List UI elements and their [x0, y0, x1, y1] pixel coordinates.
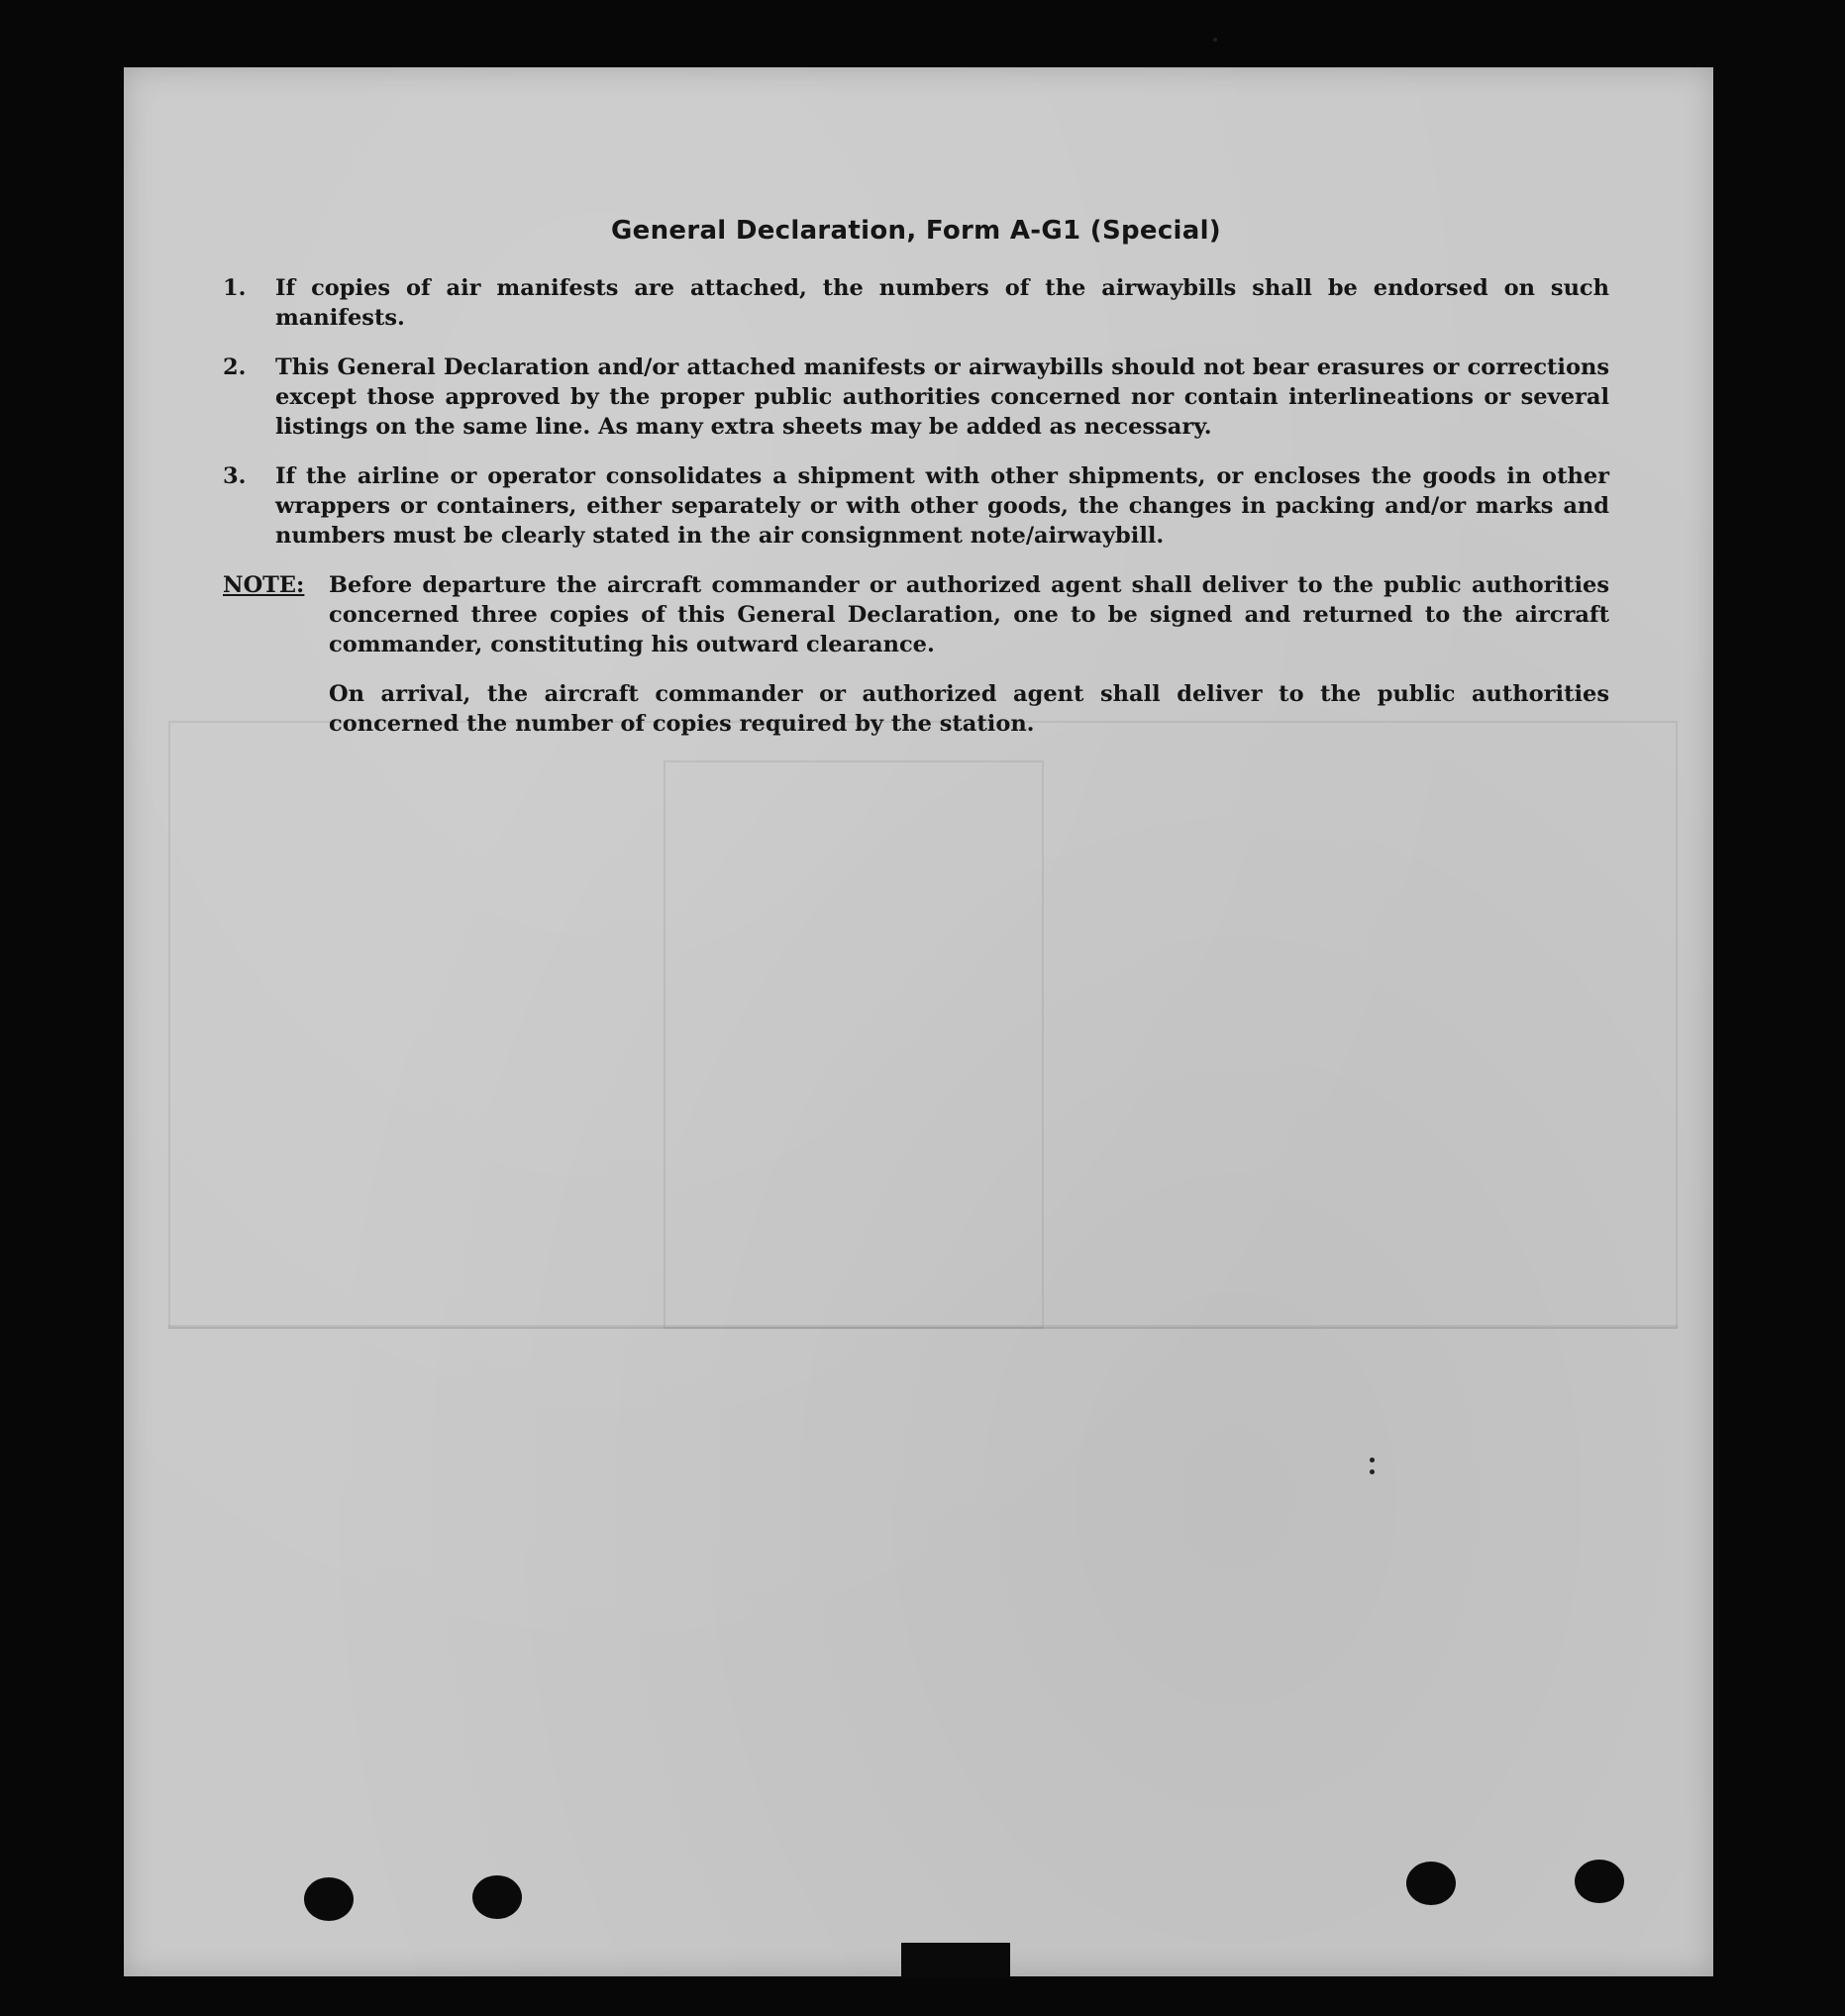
instruction-item-1 — [223, 273, 1609, 333]
declaration-instructions — [223, 216, 1609, 758]
punch-hole — [1575, 1860, 1624, 1903]
punch-hole — [304, 1877, 354, 1921]
item-number: 1. — [223, 275, 247, 301]
item-text: If copies of air manifests are attached, the numbers of the airwaybills shall be endorsed on such manifests. — [275, 275, 1609, 331]
item-number: 2. — [223, 354, 247, 380]
instruction-item-2 — [223, 353, 1609, 442]
note-paragraph-departure: Before departure the aircraft commander or authorized agent shall deliver to the public authorities concerned three copies of this General Declaration, one to be signed and returned to the aircraft commander, constituting his outward clearance. — [329, 572, 1609, 657]
page-title: General Declaration, Form A-G1 (Special) — [611, 216, 1221, 246]
punch-hole — [1406, 1862, 1456, 1905]
instruction-item-3 — [223, 461, 1609, 551]
dust-speck — [1370, 1469, 1375, 1474]
dust-speck — [1370, 1458, 1375, 1462]
item-number: 3. — [223, 463, 247, 489]
note-section — [223, 570, 1609, 758]
paper-notch — [901, 1943, 1010, 1978]
item-text: If the airline or operator consolidates a shipment with other shipments, or encloses the goods in other wrappers or containers, either separately or with other goods, the changes in packing and/or marks and numbers must be clearly stated in the air consignment note/airwaybill. — [275, 463, 1609, 549]
punch-hole — [472, 1875, 522, 1919]
dust-speck — [1213, 38, 1217, 42]
document-page — [124, 67, 1713, 1976]
bleed-through-column — [664, 760, 1044, 1329]
bleed-through-line — [168, 1325, 1678, 1329]
note-paragraph-arrival: On arrival, the aircraft commander or authorized agent shall deliver to the public authorities concerned the number of copies required by the station. — [329, 681, 1609, 737]
note-body — [329, 570, 1609, 758]
item-text: This General Declaration and/or attached manifests or airwaybills should not bear erasures or corrections except those approved by the proper public authorities concerned nor contain interlineations or several listings on the same line. As many extra sheets may be added as necessary. — [275, 354, 1609, 440]
note-label: NOTE: — [223, 572, 305, 598]
